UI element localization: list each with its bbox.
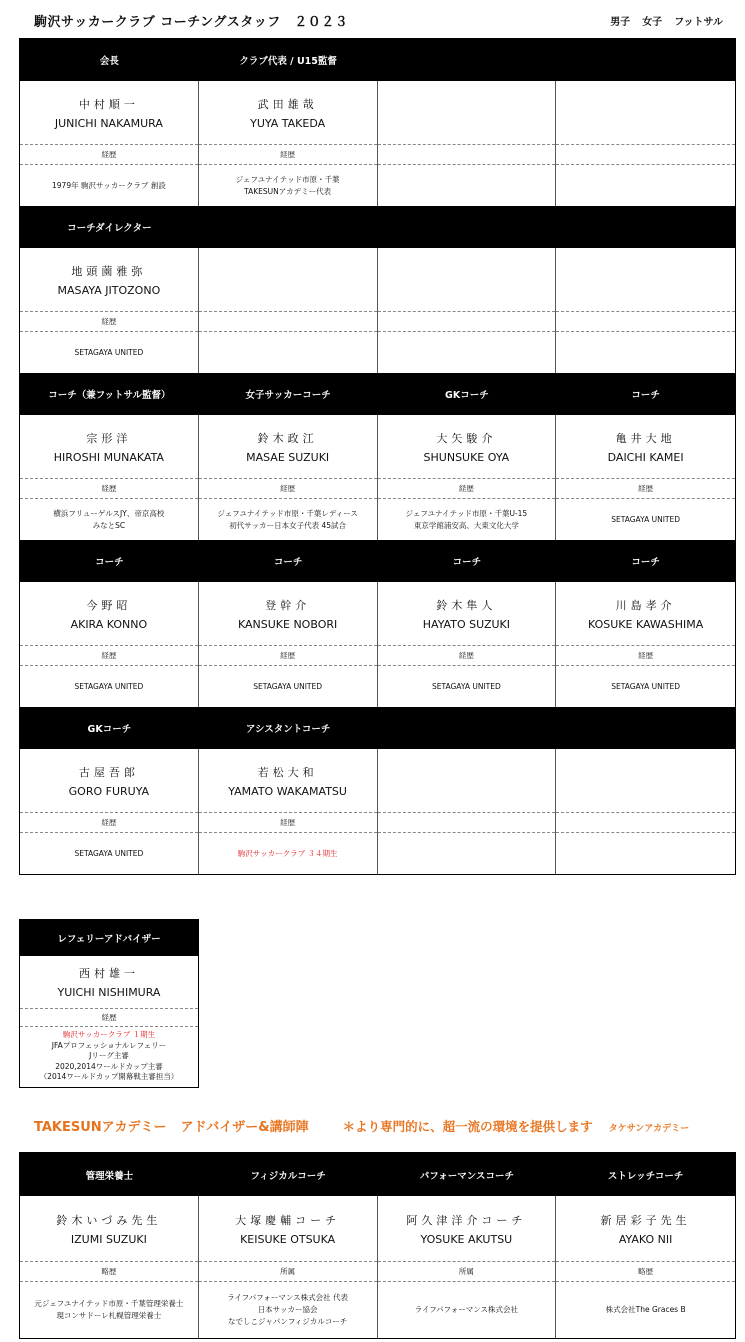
academy-tagline: ＊より専門的に、超一流の環境を提供します [342, 1119, 593, 1134]
name-japanese: 大塚慶輔コーチ [235, 1213, 341, 1227]
name-japanese: 中村順一 [78, 97, 139, 111]
history-line: ジェフユナイテッド市原・千葉U-15 [405, 508, 528, 518]
role-header [556, 206, 735, 248]
history-label: 経歴 [199, 144, 377, 165]
name-japanese: 阿久津洋介コーチ [406, 1213, 527, 1227]
staff-name [378, 81, 556, 144]
name-japanese: 今野昭 [86, 598, 132, 612]
history-text [378, 499, 556, 540]
name-japanese: 武田雄哉 [257, 97, 318, 111]
history-line: Jリーグ主審 [89, 1051, 129, 1060]
name-japanese: 登幹介 [265, 598, 311, 612]
name-english: KOSUKE KAWASHIMA [588, 617, 704, 631]
history-text [199, 332, 377, 373]
role-header [556, 39, 735, 81]
history-line: SETAGAYA UNITED [611, 514, 681, 524]
role-header-row [20, 373, 735, 415]
history-label: 経歴 [199, 812, 377, 833]
history-label [556, 144, 735, 165]
history-label: 経歴 [378, 645, 556, 666]
staff-name [199, 415, 377, 478]
name-english: SHUNSUKE OYA [423, 450, 510, 464]
name-english: MASAE SUZUKI [246, 450, 330, 464]
history-text [556, 332, 735, 373]
name-english: HIROSHI MUNAKATA [53, 450, 164, 464]
history-label [199, 311, 377, 332]
staff-card [199, 1196, 378, 1338]
history-label: 略歴 [20, 1261, 198, 1282]
academy-subtitle: アドバイザー&講師陣 [180, 1120, 309, 1135]
staff-row [20, 749, 735, 874]
role-header: コーチ [631, 557, 660, 568]
history-line: SETAGAYA UNITED [74, 347, 144, 357]
staff-card [199, 248, 378, 373]
role-header: 女子サッカーコーチ [245, 390, 331, 401]
history-label: 経歴 [556, 478, 735, 499]
name-japanese: 若松大和 [257, 765, 318, 779]
staff-card [20, 582, 199, 707]
role-header [556, 707, 735, 749]
staff-name [20, 582, 198, 645]
role-header: 管理栄養士 [85, 1170, 134, 1182]
history-label [378, 311, 556, 332]
history-line: SETAGAYA UNITED [74, 681, 144, 691]
role-header [378, 206, 557, 248]
history-line: 元ジェフユナイテッド市原・千葉管理栄養士 [34, 1299, 184, 1308]
role-header: コーチ [452, 557, 482, 568]
role-header: ストレッチコーチ [607, 1170, 684, 1182]
history-line: ジェフユナイテッド市原・千葉レディース [217, 508, 358, 518]
history-text [199, 1282, 377, 1338]
history-line: 株式会社The Graces B [605, 1305, 686, 1314]
staff-row [20, 81, 735, 206]
role-header-row [20, 1153, 735, 1196]
history-text [556, 1282, 735, 1338]
role-header: フィジカルコーチ [250, 1170, 326, 1182]
staff-card [20, 749, 199, 874]
history-text [199, 666, 377, 707]
staff-row [20, 1196, 735, 1338]
staff-name [378, 1196, 556, 1261]
academy-heading [34, 1116, 689, 1135]
nav-link-futsal[interactable]: フットサル [674, 17, 723, 28]
name-english: HAYATO SUZUKI [422, 617, 510, 631]
history-line: みなとSC [92, 520, 126, 530]
history-text [556, 165, 735, 206]
history-label [378, 144, 556, 165]
staff-card [556, 81, 735, 206]
history-text [20, 833, 198, 874]
name-english: DAICHI KAMEI [607, 450, 684, 464]
history-label: 略歴 [556, 1261, 735, 1282]
staff-row [20, 582, 735, 707]
staff-name [556, 582, 735, 645]
history-text [199, 833, 377, 874]
history-line: 東京学館浦安高、大東文化大学 [413, 520, 519, 530]
name-japanese: 鈴木政江 [257, 431, 318, 445]
staff-card [20, 415, 199, 540]
role-header-row [20, 707, 735, 749]
staff-name [199, 81, 377, 144]
name-japanese: 大矢駿介 [436, 431, 497, 445]
history-line: SETAGAYA UNITED [74, 848, 144, 858]
nav-link-boys[interactable]: 男子 [610, 17, 631, 28]
history-line: 現コンサドーレ札幌管理栄養士 [56, 1311, 162, 1320]
history-text [378, 332, 556, 373]
nav-link-girls[interactable]: 女子 [642, 17, 663, 28]
history-line: 横浜フリューゲルスJY、帝京高校 [53, 508, 165, 518]
role-header [378, 707, 557, 749]
history-text [378, 165, 556, 206]
name-english: AKIRA KONNO [70, 617, 148, 631]
staff-name [378, 415, 556, 478]
name-english: KANSUKE NOBORI [237, 617, 338, 631]
name-japanese: 鈴木隼人 [436, 598, 497, 612]
history-text [199, 499, 377, 540]
staff-table [19, 38, 736, 875]
history-label: 経歴 [20, 478, 198, 499]
history-label: 経歴 [20, 144, 198, 165]
staff-name [20, 81, 198, 144]
history-line: JFAプロフェッショナルレフェリー [51, 1040, 167, 1050]
staff-card [378, 1196, 557, 1338]
role-header: 会長 [99, 56, 119, 67]
history-text [556, 666, 735, 707]
history-label: 経歴 [199, 645, 377, 666]
name-japanese: 宗形洋 [86, 431, 132, 445]
history-label: 経歴 [20, 311, 198, 332]
staff-name [20, 749, 198, 812]
staff-name [556, 248, 735, 311]
staff-name [20, 415, 198, 478]
staff-card [378, 415, 557, 540]
staff-name [199, 582, 377, 645]
history-line: ライフパフォーマンス株式会社 [414, 1305, 519, 1314]
history-line: SETAGAYA UNITED [611, 681, 681, 691]
staff-name [199, 1196, 377, 1261]
staff-name [378, 582, 556, 645]
staff-name [556, 1196, 735, 1261]
history-text [378, 833, 556, 874]
history-text [199, 165, 377, 206]
history-line: ジェフユナイテッド市原・千葉 [235, 174, 340, 184]
role-header: コーチダイレクター [67, 223, 152, 234]
history-text [20, 165, 198, 206]
history-text [20, 1282, 198, 1338]
staff-card [20, 1196, 199, 1338]
history-line: 1979年 駒沢サッカークラブ 創設 [52, 180, 166, 190]
history-label: 経歴 [556, 645, 735, 666]
history-label: 経歴 [20, 1008, 198, 1027]
history-line: TAKESUNアカデミー代表 [244, 186, 332, 196]
history-label [378, 812, 556, 833]
name-english: YUICHI NISHIMURA [57, 986, 161, 999]
staff-name [20, 1196, 198, 1261]
staff-name [556, 81, 735, 144]
staff-name [199, 749, 377, 812]
name-japanese: 新居彩子先生 [600, 1213, 691, 1227]
staff-card [556, 415, 735, 540]
role-header-row [20, 540, 735, 582]
history-line: 駒沢サッカークラブ ３４期生 [237, 848, 338, 858]
staff-card [378, 81, 557, 206]
role-header [378, 39, 557, 81]
role-header: クラブ代表 / U15監督 [239, 56, 337, 67]
name-japanese: 古屋吾郎 [78, 765, 139, 779]
history-line: （2014ワールドカップ開幕戦主審担当） [39, 1072, 179, 1081]
role-header: コーチ [273, 557, 303, 568]
history-text [378, 666, 556, 707]
history-text [20, 499, 198, 540]
staff-name [556, 749, 735, 812]
name-japanese: 亀井大地 [615, 431, 676, 445]
role-header: アシスタントコーチ [245, 724, 331, 735]
staff-card [20, 248, 199, 373]
history-line: SETAGAYA UNITED [253, 681, 323, 691]
staff-name [378, 248, 556, 311]
history-label: 経歴 [20, 645, 198, 666]
history-text [20, 1027, 198, 1087]
staff-name [556, 415, 735, 478]
name-japanese: 鈴木いづみ先生 [56, 1213, 162, 1227]
referee-advisor-card [19, 919, 199, 1088]
staff-card [556, 1196, 735, 1338]
name-english: YOSUKE AKUTSU [420, 1232, 513, 1246]
page-title: 駒沢サッカークラブ コーチングスタッフ ２０２３ [34, 15, 349, 30]
staff-card [378, 749, 557, 874]
staff-card [199, 415, 378, 540]
staff-card [556, 749, 735, 874]
role-header-row [20, 39, 735, 81]
history-text [20, 332, 198, 373]
staff-name [20, 956, 198, 1008]
history-line: 日本サッカー協会 [257, 1305, 318, 1314]
staff-card [199, 749, 378, 874]
history-text [378, 1282, 556, 1338]
staff-name [20, 248, 198, 311]
history-label [556, 812, 735, 833]
staff-name [199, 248, 377, 311]
name-english: IZUMI SUZUKI [70, 1232, 147, 1246]
history-text [556, 499, 735, 540]
history-label: 経歴 [199, 478, 377, 499]
history-label: 経歴 [20, 812, 198, 833]
history-line: 2020,2014ワールドカップ主審 [55, 1061, 163, 1071]
name-japanese: 西村雄一 [79, 967, 139, 980]
academy-title: TAKESUNアカデミー [34, 1120, 167, 1135]
name-japanese: 地頭薗雅弥 [71, 264, 147, 278]
staff-card [199, 81, 378, 206]
staff-card [378, 248, 557, 373]
name-english: AYAKO NII [618, 1232, 673, 1246]
role-header-row [20, 206, 735, 248]
history-text [20, 666, 198, 707]
staff-row [20, 248, 735, 373]
staff-card [20, 81, 199, 206]
staff-card [378, 582, 557, 707]
role-header: レフェリーアドバイザー [20, 920, 198, 956]
history-label [556, 311, 735, 332]
role-header: コーチ [631, 390, 660, 401]
staff-card [199, 582, 378, 707]
role-header: GKコーチ [445, 390, 489, 401]
name-english: YAMATO WAKAMATSU [228, 784, 347, 798]
role-header [199, 206, 378, 248]
name-english: GORO FURUYA [68, 784, 150, 798]
history-line: 駒沢サッカークラブ １期生 [62, 1030, 156, 1039]
history-line: 初代サッカー日本女子代表 45試合 [229, 520, 347, 530]
name-english: YUYA TAKEDA [250, 116, 326, 130]
name-english: KEISUKE OTSUKA [240, 1232, 336, 1246]
history-line: SETAGAYA UNITED [431, 681, 501, 691]
history-line: なでしこジャパンフィジカルコーチ [228, 1317, 348, 1326]
academy-kana: タケサンアカデミー [608, 1124, 690, 1134]
name-japanese: 川島孝介 [615, 598, 676, 612]
academy-table [19, 1152, 736, 1339]
staff-card [556, 248, 735, 373]
role-header: コーチ（兼フットサル監督） [48, 390, 171, 401]
name-english: JUNICHI NAKAMURA [54, 116, 163, 130]
role-header: GKコーチ [87, 724, 132, 735]
history-label: 経歴 [378, 478, 556, 499]
name-english: MASAYA JITOZONO [57, 283, 161, 297]
history-text [556, 833, 735, 874]
staff-row [20, 415, 735, 540]
history-label: 所属 [378, 1261, 556, 1282]
history-line: ライフパフォーマンス株式会社 代表 [227, 1293, 348, 1302]
history-label: 所属 [199, 1261, 377, 1282]
staff-name [378, 749, 556, 812]
category-nav [610, 13, 723, 28]
role-header: コーチ [95, 557, 124, 568]
staff-card [556, 582, 735, 707]
role-header: パフォーマンスコーチ [419, 1170, 514, 1182]
